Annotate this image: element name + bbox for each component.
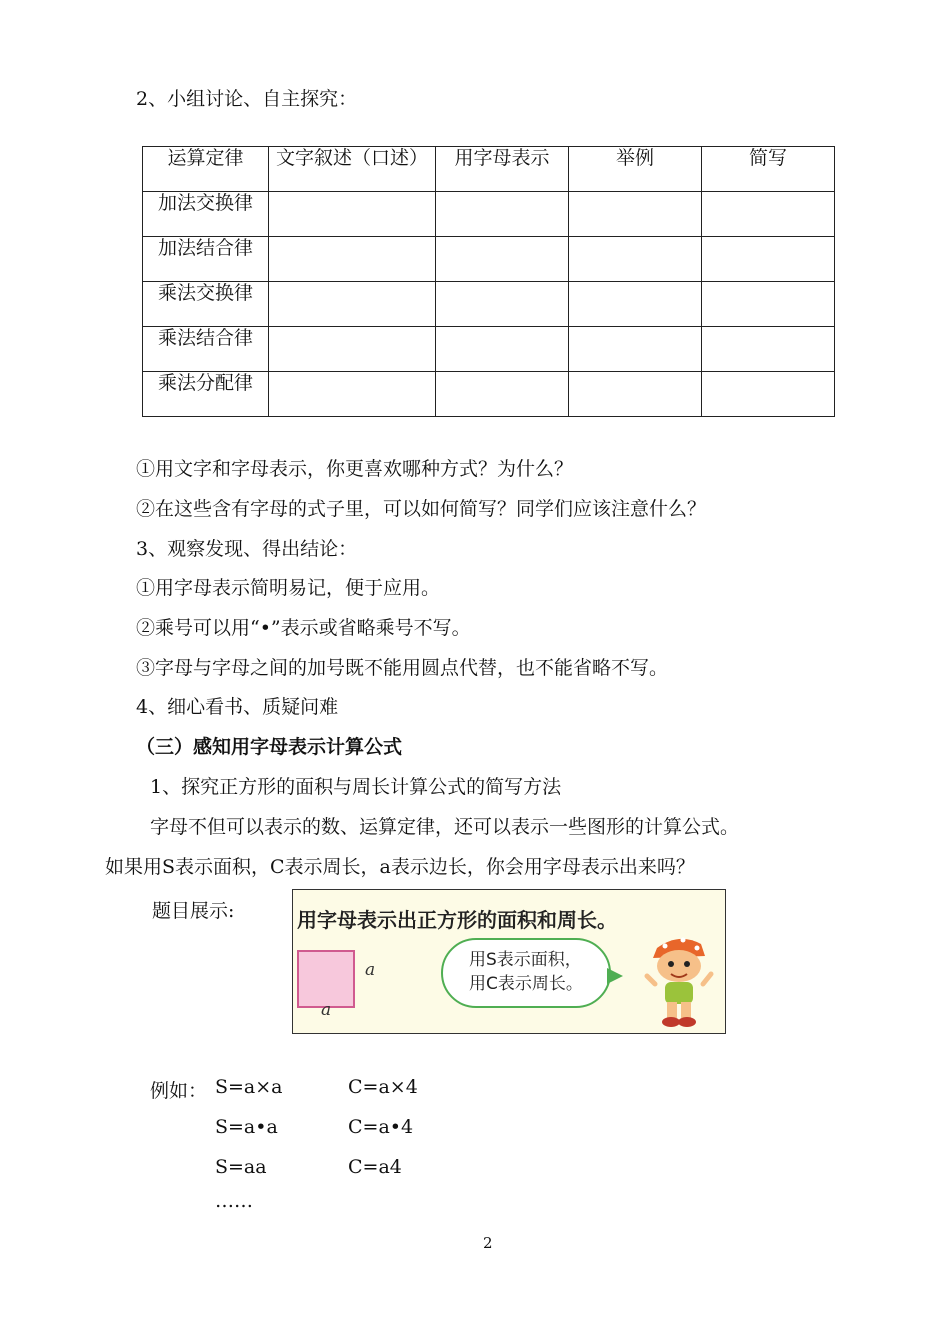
empty-cell	[436, 327, 569, 372]
example-perimeter-2: C=a•4	[348, 1116, 414, 1138]
question-1: ①用文字和字母表示，你更喜欢哪种方式？为什么？	[136, 458, 574, 480]
question-2: ②在这些含有字母的式子里，可以如何简写？同学们应该注意什么？	[136, 498, 707, 520]
section2-heading: 2、小组讨论、自主探究：	[136, 88, 358, 110]
law-name-cell: 加法交换律	[143, 192, 269, 237]
bubble-tail	[607, 968, 623, 984]
conclusion-3: ③字母与字母之间的加号既不能用圆点代替，也不能省略不写。	[136, 657, 669, 679]
problem-figure	[292, 889, 726, 1034]
section3-heading: 3、观察发现、得出结论：	[136, 538, 358, 560]
table-header-row	[143, 147, 835, 192]
speech-bubble	[441, 938, 611, 1008]
law-name-cell: 乘法结合律	[143, 327, 269, 372]
empty-cell	[569, 282, 702, 327]
table-row	[143, 327, 835, 372]
empty-cell	[569, 372, 702, 417]
table-row	[143, 192, 835, 237]
law-name-cell: 乘法交换律	[143, 282, 269, 327]
empty-cell	[436, 372, 569, 417]
empty-cell	[569, 192, 702, 237]
empty-cell	[269, 327, 436, 372]
empty-cell	[269, 237, 436, 282]
empty-cell	[436, 282, 569, 327]
empty-cell	[436, 237, 569, 282]
paragraph-line-1: 字母不但可以表示的数、运算定律，还可以表示一些图形的计算公式。	[150, 816, 740, 838]
table-header-cell: 简写	[702, 147, 835, 192]
table-header-cell: 用字母表示	[436, 147, 569, 192]
example-area-2: S=a•a	[215, 1116, 278, 1138]
side-label-right: a	[365, 960, 376, 980]
table-header-cell: 运算定律	[143, 147, 269, 192]
table-row	[143, 372, 835, 417]
paragraph-line-2: 如果用S表示面积，C表示周长，a表示边长，你会用字母表示出来吗？	[105, 856, 695, 878]
part3-heading: （三）感知用字母表示计算公式	[136, 736, 403, 758]
conclusion-1: ①用字母表示简明易记，便于应用。	[136, 577, 441, 599]
example-perimeter-1: C=a×4	[348, 1076, 418, 1098]
problem-label: 题目展示:	[152, 900, 235, 922]
conclusion-2: ②乘号可以用“•”表示或省略乘号不写。	[136, 617, 471, 639]
empty-cell	[269, 192, 436, 237]
laws-table	[142, 146, 835, 417]
examples-ellipsis: ……	[215, 1190, 253, 1212]
empty-cell	[702, 327, 835, 372]
bubble-line-1: 用S表示面积，	[469, 950, 582, 970]
table-header-cell: 文字叙述（口述）	[269, 147, 436, 192]
examples-label: 例如：	[150, 1080, 208, 1102]
table-header-cell: 举例	[569, 147, 702, 192]
empty-cell	[269, 282, 436, 327]
example-perimeter-3: C=a4	[348, 1156, 402, 1178]
table-row	[143, 282, 835, 327]
empty-cell	[702, 372, 835, 417]
page-number: 2	[483, 1234, 493, 1252]
empty-cell	[702, 192, 835, 237]
example-area-3: S=aa	[215, 1156, 267, 1178]
empty-cell	[569, 237, 702, 282]
table-row	[143, 237, 835, 282]
part3-item1: 1、探究正方形的面积与周长计算公式的简写方法	[150, 776, 562, 798]
law-name-cell: 乘法分配律	[143, 372, 269, 417]
figure-title: 用字母表示出正方形的面积和周长。	[297, 908, 617, 932]
side-label-bottom: a	[321, 1000, 332, 1020]
empty-cell	[702, 237, 835, 282]
empty-cell	[702, 282, 835, 327]
section4-heading: 4、细心看书、质疑问难	[136, 696, 339, 718]
cartoon-boy-icon	[643, 930, 715, 1030]
empty-cell	[569, 327, 702, 372]
bubble-line-2: 用C表示周长。	[469, 974, 583, 994]
law-name-cell: 加法结合律	[143, 237, 269, 282]
example-area-1: S=a×a	[215, 1076, 283, 1098]
empty-cell	[436, 192, 569, 237]
empty-cell	[269, 372, 436, 417]
